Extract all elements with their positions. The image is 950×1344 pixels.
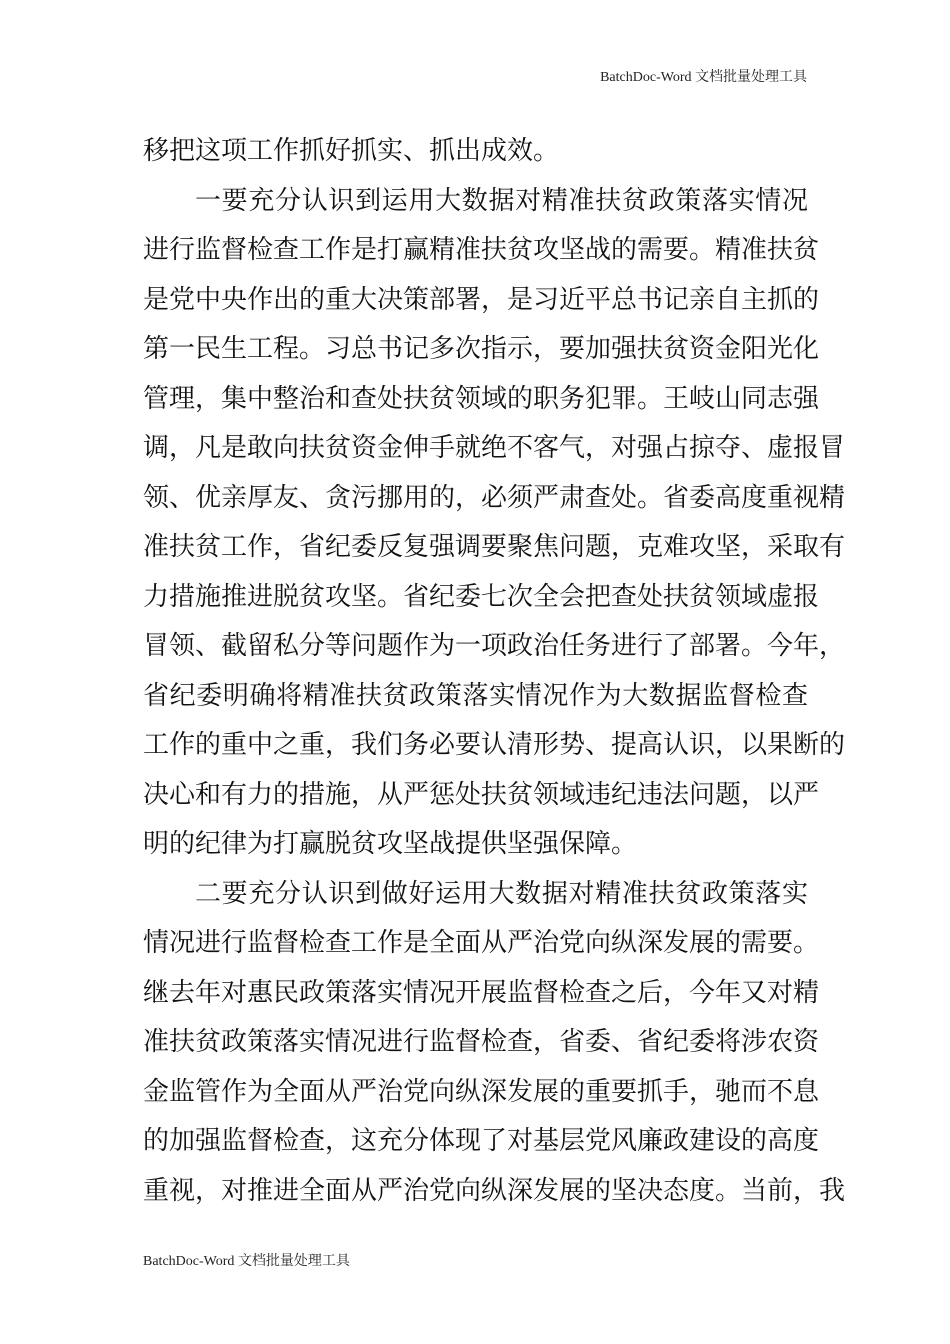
body-line: 一要充分认识到运用大数据对精准扶贫政策落实情况 [195,185,808,216]
body-line: 继去年对惠民政策落实情况开展监督检查之后，今年又对精 [143,977,820,1008]
body-line: 金监管作为全面从严治党向纵深发展的重要抓手，驰而不息 [143,1076,820,1107]
body-line: 是党中央作出的重大决策部署，是习近平总书记亲自主抓的 [143,284,820,315]
body-line: 管理，集中整治和查处扶贫领域的职务犯罪。王岐山同志强 [143,383,820,414]
body-line: 情况进行监督检查工作是全面从严治党向纵深发展的需要。 [143,928,820,958]
page-header: BatchDoc-Word 文档批量处理工具 [600,70,807,85]
body-line: 力措施推进脱贫攻坚。省纪委七次全会把查处扶贫领域虚报 [143,581,820,612]
body-line: 领、优亲厚友、贪污挪用的，必须严肃查处。省委高度重视精 [143,482,846,513]
body-line: 准扶贫政策落实情况进行监督检查，省委、省纪委将涉农资 [143,1027,820,1057]
body-line: 移把这项工作抓好抓实、抓出成效。 [143,136,560,166]
document-body [143,127,846,1216]
body-line: 的加强监督检查，这充分体现了对基层党风廉政建设的高度 [143,1126,820,1156]
body-line: 工作的重中之重，我们务必要认清形势、提高认识，以果断的 [143,730,846,760]
body-line: 第一民生工程。习总书记多次指示，要加强扶贫资金阳光化 [143,334,820,364]
body-line: 明的纪律为打赢脱贫攻坚战提供坚强保障。 [143,829,638,859]
body-line: 重视，对推进全面从严治党向纵深发展的坚决态度。当前，我 [143,1175,846,1206]
body-line: 进行监督检查工作是打赢精准扶贫攻坚战的需要。精准扶贫 [143,235,820,265]
body-line: 省纪委明确将精准扶贫政策落实情况作为大数据监督检查 [143,680,808,711]
body-line: 决心和有力的措施，从严惩处扶贫领域违纪违法问题，以严 [143,779,820,810]
body-line: 二要充分认识到做好运用大数据对精准扶贫政策落实 [195,878,808,909]
body-line: 准扶贫工作，省纪委反复强调要聚焦问题，克难攻坚，采取有 [143,532,846,562]
body-line: 冒领、截留私分等问题作为一项政治任务进行了部署。今年， [143,631,846,661]
page-footer: BatchDoc-Word 文档批量处理工具 [143,1254,350,1269]
body-line: 调，凡是敢向扶贫资金伸手就绝不客气，对强占掠夺、虚报冒 [143,433,846,463]
